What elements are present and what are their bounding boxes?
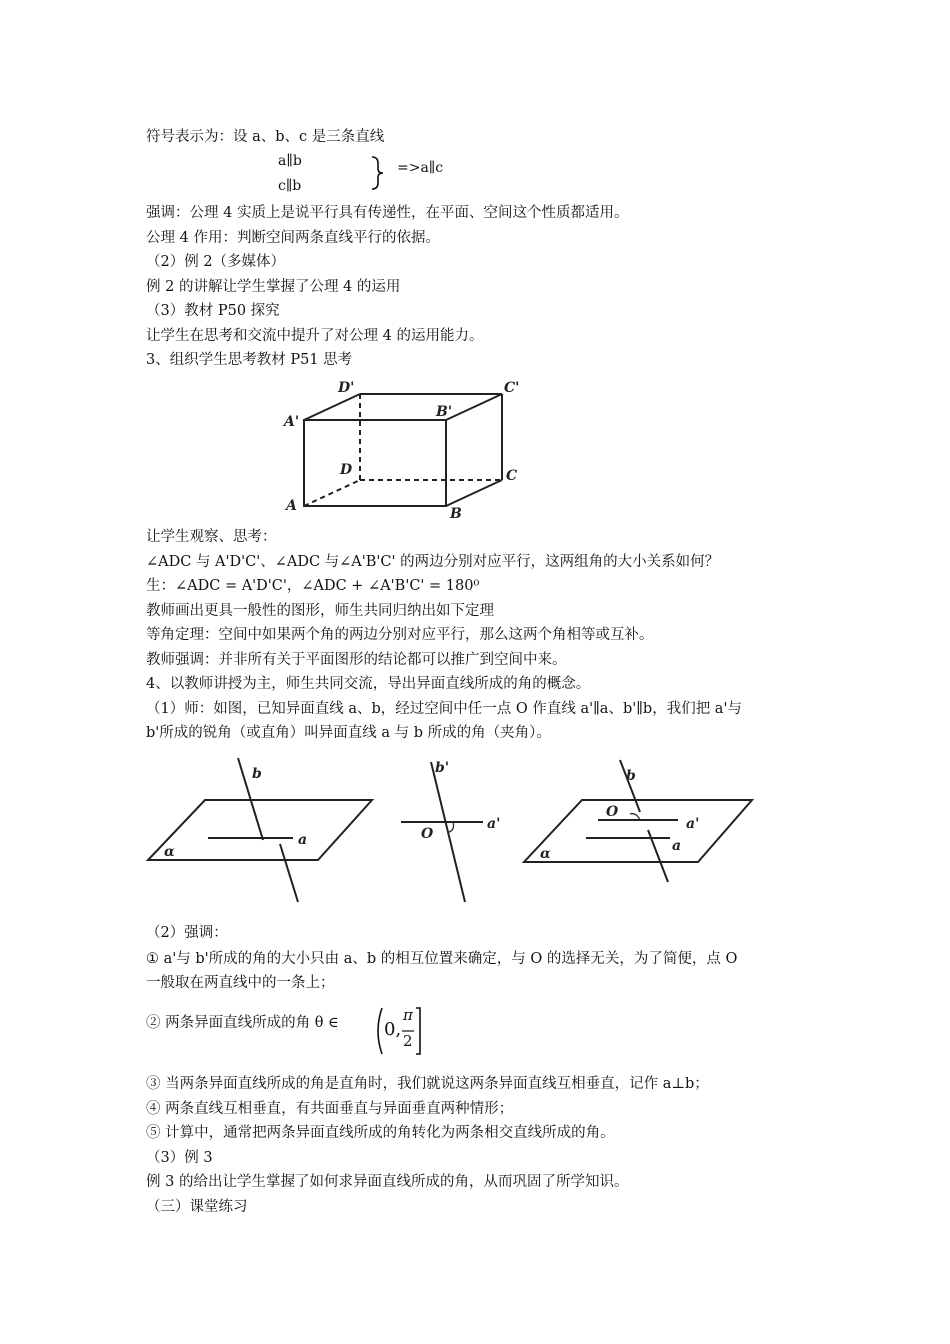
text-line: ④ 两条直线互相垂直，有共面垂直与异面垂直两种情形； <box>146 1101 514 1117</box>
text-line: （1）师：如图，已知异面直线 a、b，经过空间中任一点 O 作直线 a'∥a、b'∥b，我们把 a'与 <box>146 701 742 717</box>
text-line: 让学生观察、思考： <box>146 529 277 545</box>
text-line: b'所成的锐角（或直角）叫异面直线 a 与 b 所成的角（夹角）。 <box>146 725 551 741</box>
skew-lines-figure-1 <box>140 752 380 912</box>
text-line: （3）教材 P50 探究 <box>146 303 280 319</box>
text-line: ⑤ 计算中，通常把两条异面直线所成的角转化为两条相交直线所成的角。 <box>146 1125 615 1141</box>
vertex-label-b1: B' <box>436 404 453 420</box>
formula-a-parallel-b: a∥b <box>278 153 302 169</box>
plane-label-alpha: α <box>164 844 175 860</box>
text-line: 例 3 的给出让学生掌握了如何求异面直线所成的角，从而巩固了所学知识。 <box>146 1174 629 1190</box>
text-line: （三）课堂练习 <box>146 1199 248 1215</box>
cuboid-figure <box>280 372 530 522</box>
text-line: 生：∠ADC = A'D'C'，∠ADC + ∠A'B'C' = 180⁰ <box>146 578 480 594</box>
vertex-label-a1: A' <box>284 414 300 430</box>
point-label-o: O <box>421 826 434 842</box>
line-label-a: a <box>672 838 682 854</box>
text-line: ① a'与 b'所成的角的大小只由 a、b 的相互位置来确定，与 O 的选择无关，为了简便，点 O <box>146 951 738 967</box>
skew-lines-figure-2 <box>520 752 760 912</box>
line-label-b: b <box>252 766 262 782</box>
vertex-label-b: B <box>450 506 462 522</box>
text-line: 让学生在思考和交流中提升了对公理 4 的运用能力。 <box>146 328 484 344</box>
line-label-a1: a' <box>686 816 700 832</box>
text-line: （2）强调： <box>146 925 228 941</box>
vertex-label-d1: D' <box>338 380 355 396</box>
text-line: 4、以教师讲授为主，师生共同交流，导出异面直线所成的角的概念。 <box>146 676 591 692</box>
text-line: 符号表示为：设 a、b、c 是三条直线 <box>146 129 385 145</box>
point-label-o: O <box>606 804 619 820</box>
text-line: （3）例 3 <box>146 1150 213 1166</box>
text-line: 一般取在两直线中的一条上； <box>146 975 335 991</box>
brace-icon <box>368 155 388 191</box>
vertex-label-c: C <box>506 468 518 484</box>
plane-label-alpha: α <box>540 846 551 862</box>
formula-result: =>a∥c <box>397 160 444 176</box>
interval-zero: 0, <box>384 1019 402 1040</box>
vertex-label-d: D <box>340 462 353 478</box>
line-label-b: b <box>626 768 636 784</box>
intersecting-lines-figure <box>395 752 515 912</box>
vertex-label-c1: C' <box>504 380 520 396</box>
line-label-b1: b' <box>435 760 450 776</box>
vertex-label-a: A <box>286 498 297 514</box>
line-label-a1: a' <box>487 816 501 832</box>
formula-c-parallel-b: c∥b <box>278 178 302 194</box>
text-line: ∠ADC 与 A'D'C'、∠ADC 与∠A'B'C' 的两边分别对应平行，这两组角的大小关系如何？ <box>146 554 720 570</box>
interval-two: 2 <box>403 1032 413 1050</box>
text-line: 教师画出更具一般性的图形，师生共同归纳出如下定理 <box>146 603 494 619</box>
interval-pi: π <box>403 1006 413 1024</box>
text-line: 例 2 的讲解让学生掌握了公理 4 的运用 <box>146 279 401 295</box>
text-line: 教师强调：并非所有关于平面图形的结论都可以推广到空间中来。 <box>146 652 567 668</box>
text-line: 3、组织学生思考教材 P51 思考 <box>146 352 353 368</box>
line-label-a: a <box>298 832 308 848</box>
text-line: 强调：公理 4 实质上是说平行具有传递性，在平面、空间这个性质都适用。 <box>146 205 629 221</box>
text-line: （2）例 2（多媒体） <box>146 254 286 270</box>
text-line: ② 两条异面直线所成的角 θ ∈ <box>146 1015 339 1031</box>
text-line: 等角定理：空间中如果两个角的两边分别对应平行，那么这两个角相等或互补。 <box>146 627 654 643</box>
text-line: ③ 当两条异面直线所成的角是直角时，我们就说这两条异面直线互相垂直，记作 a⊥b； <box>146 1076 709 1092</box>
text-line: 公理 4 作用：判断空间两条直线平行的依据。 <box>146 230 440 246</box>
